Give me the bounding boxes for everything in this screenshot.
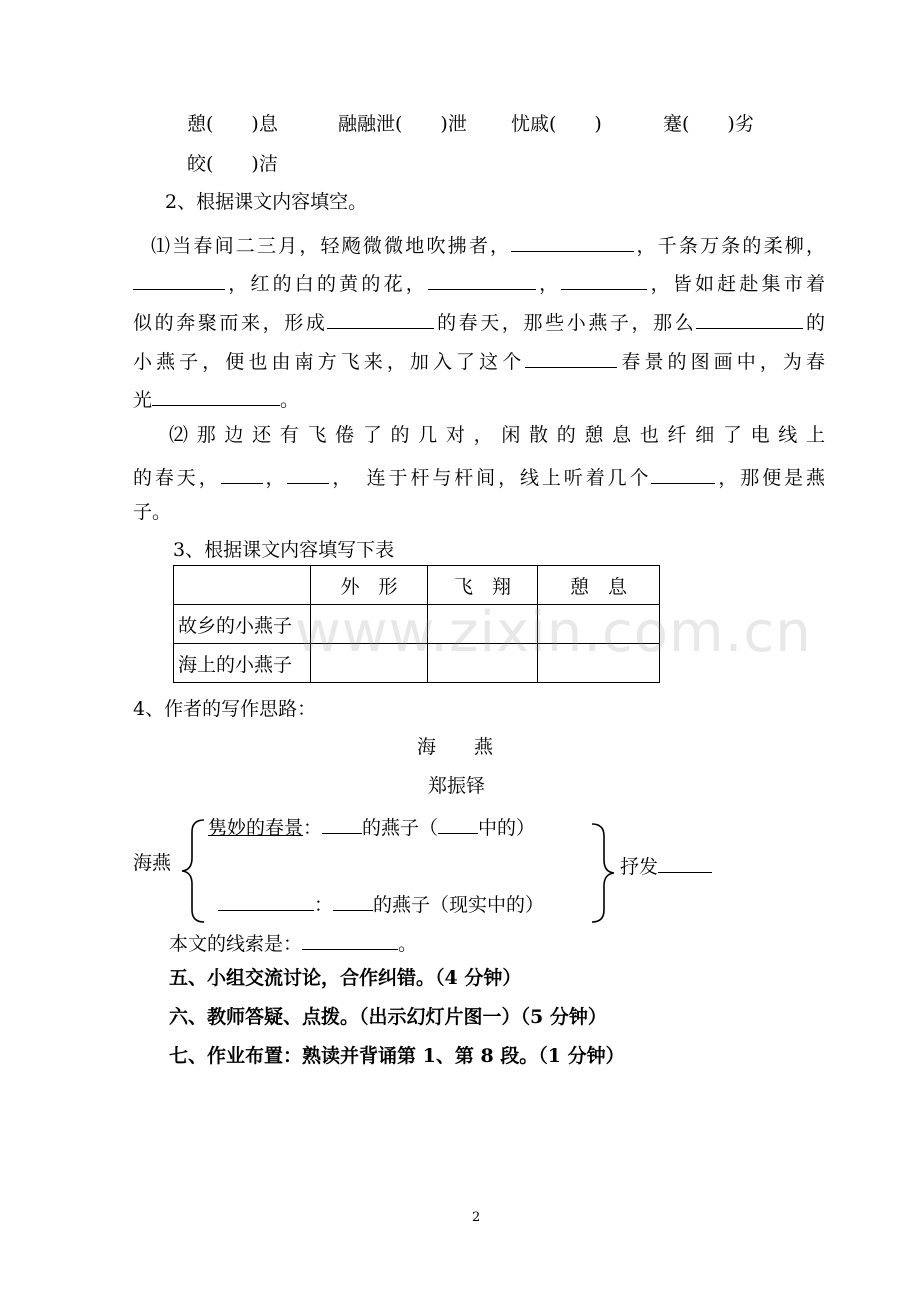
text: ，红的白的黄的花， [225,273,428,295]
poem-author: 郑振铎 [428,775,486,797]
diagram-branch-1 [208,815,535,838]
blank[interactable] [322,815,362,834]
table-header [174,566,311,605]
vocab-item: 皎( )洁 [187,153,278,175]
text: 的 [803,312,825,334]
blank[interactable] [152,387,280,406]
blank[interactable] [561,271,647,290]
text: 光 [133,389,153,411]
text: ， [535,273,562,295]
fill-line [133,310,825,333]
text: 的春天， [133,467,221,489]
diagram-root-label: 海燕 [133,852,172,874]
text: 中的） [478,817,536,839]
watermark: www.zixin.com.cn [295,600,812,665]
blank[interactable] [327,310,434,329]
text: 的燕子（现实中的） [373,894,545,916]
diagram-conclusion [620,854,712,877]
table-header: 外 形 [311,566,428,605]
fill-line [133,349,825,372]
blank[interactable] [333,892,373,911]
text: ： [314,894,334,916]
fill-line [133,271,825,294]
section-6: 六、教师答疑、点拨。（出示幻灯片图一）（5 分钟） [169,1006,607,1028]
section-5: 五、小组交流讨论，合作纠错。（4 分钟） [169,967,522,989]
text: ⑵那边还有飞倦了的几对，闲散的憩息也纤细了电线上 [169,424,825,446]
blank[interactable] [133,271,225,290]
fill-line [151,233,825,256]
blank[interactable] [438,815,478,834]
table-header: 憩 息 [538,566,660,605]
text: 小燕子，便也由南方飞来，加入了这个 [133,351,526,373]
page-number: 2 [472,1210,481,1225]
text: ，皆如赶赴集市着 [647,273,825,295]
text: 本文的线索是： [169,933,303,955]
blank[interactable] [658,854,712,873]
text: 春景的图画中，为春 [617,351,825,373]
diagram-branch-2 [218,892,544,915]
blank[interactable] [221,465,263,484]
vocab-item: 融融泄( )泄 [338,113,467,135]
section-3-title: 3、根据课文内容填写下表 [173,539,395,561]
text: 。 [280,389,300,411]
vocab-item: 憩( )息 [187,113,278,135]
blank[interactable] [287,465,329,484]
blank[interactable] [511,233,634,252]
text: 的春天，那些小燕子，那么 [434,312,697,334]
blank[interactable] [302,931,398,950]
blank[interactable] [525,349,617,368]
text: ，那便是燕 [715,467,825,489]
text: 抒发 [620,856,659,878]
branch-1-head: 隽妙的春景 [208,817,304,839]
blank[interactable] [696,310,803,329]
text: 的燕子（ [362,817,439,839]
right-brace-icon [588,822,618,924]
blank[interactable] [218,892,314,911]
text: ，千条万条的柔柳， [634,235,825,257]
section-4-title: 4、作者的写作思路： [133,698,317,720]
blank[interactable] [651,465,715,484]
text: ⑴当春间二三月，轻飏微微地吹拂者， [151,235,512,257]
table-row-label: 故乡的小燕子 [174,605,311,644]
table-header: 飞 翔 [428,566,538,605]
blank[interactable] [428,271,536,290]
vocab-item: 蹇( )劣 [663,113,754,135]
text: 似的奔聚而来，形成 [133,312,328,334]
text: ： [303,817,323,839]
text: 子。 [133,501,172,523]
text: ， [262,467,288,489]
poem-title: 海 燕 [417,736,494,758]
text: 。 [398,933,418,955]
left-brace-icon [180,818,210,924]
section-7: 七、作业布置：熟读并背诵第 1、第 8 段。（1 分钟） [169,1045,625,1067]
fill-line [133,387,299,410]
table-row-label: 海上的小燕子 [174,644,311,683]
text: ， 连于杆与杆间，线上听着几个 [329,467,652,489]
clue-line [169,931,417,954]
vocab-item: 忧戚( ) [511,113,602,135]
fill-line [133,465,825,488]
section-2-title: 2、根据课文内容填空。 [165,191,368,213]
fill-line [169,426,825,445]
